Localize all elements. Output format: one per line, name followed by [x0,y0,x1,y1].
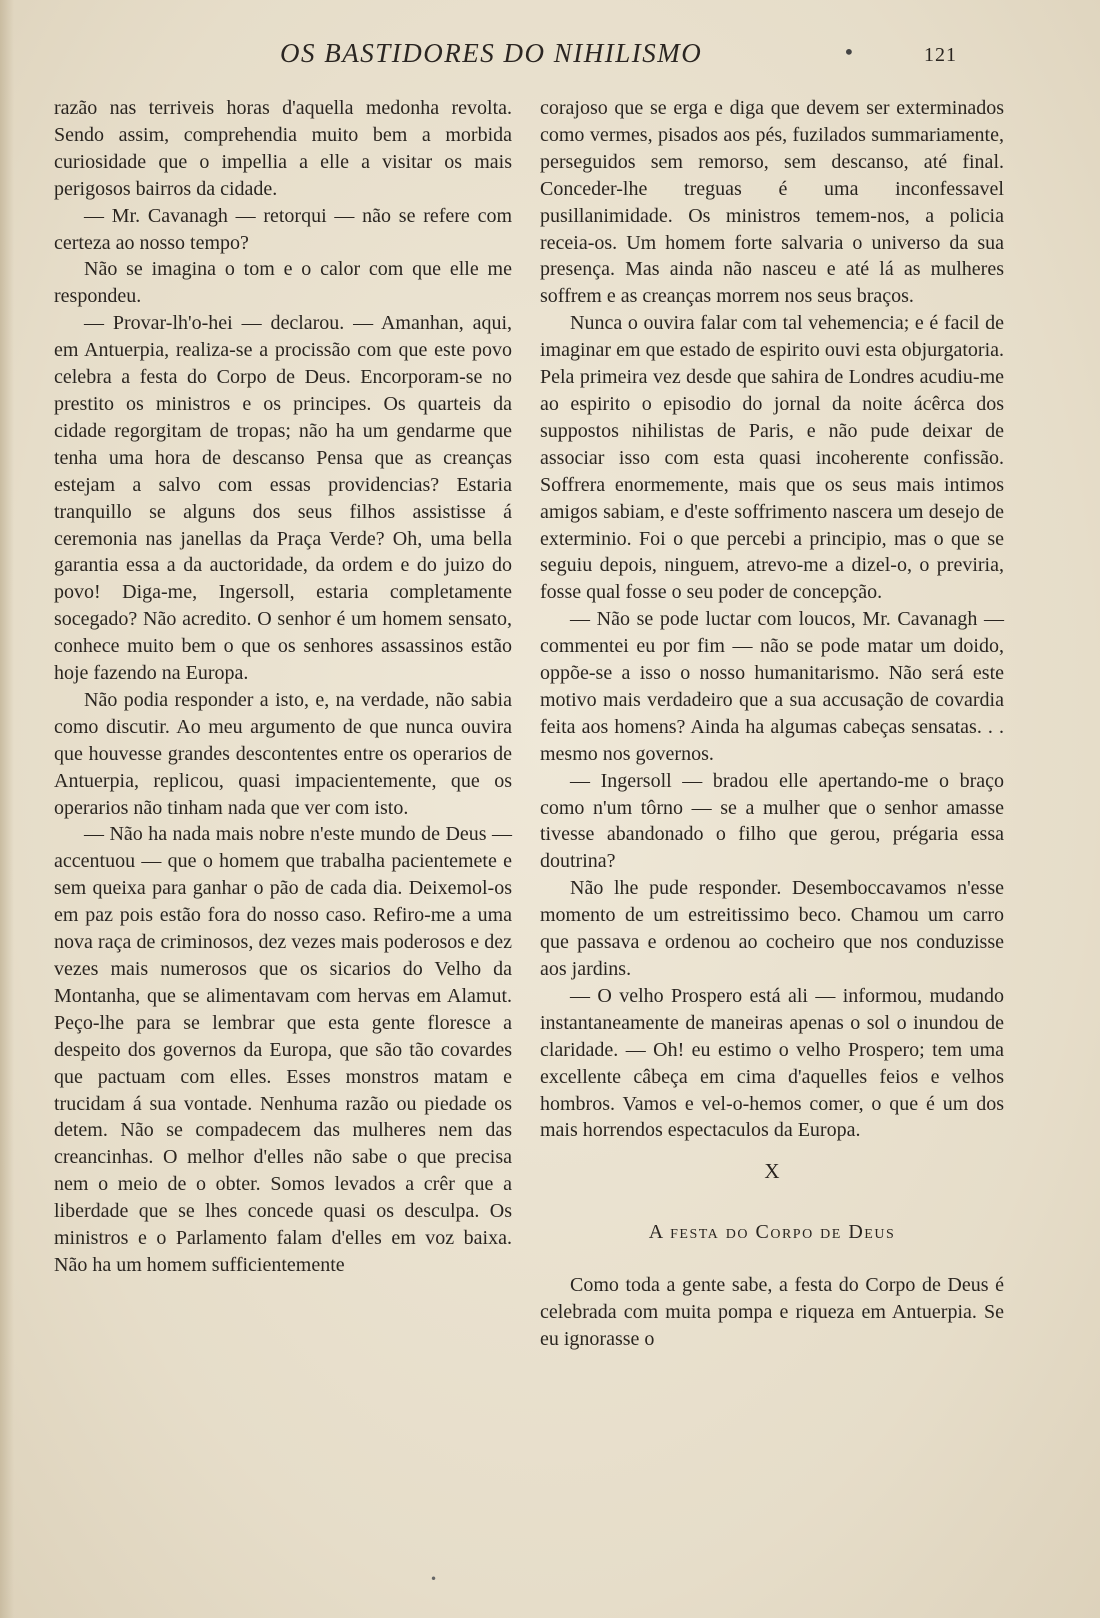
header-dot: • [843,40,855,64]
paragraph: Como toda a gente sabe, a festa do Corpo de Deus é celebrada com muita pompa e riqueza em Antuerpia. Se eu ignorasse o [540,1274,1004,1350]
paragraph: corajoso que se erga e diga que devem ser exterminados como vermes, pisados aos pés, fuzilados summariamente, perseguidos sem remorso, sem descanso, até final. Conceder-lhe treguas é uma inconfessavel pusillanimidade. Os ministros temem-nos, a policia receia-os. Um homem forte salvaria o universo da sua presença. Mas ainda não nasceu e até lá as mulheres soffrem e as creanças morrem nos seus braços. [540,97,1004,308]
page-spine-shadow [0,0,14,1618]
paragraph: razão nas terriveis horas d'aquella medonha revolta. Sendo assim, comprehendia muito bem a morbida curiosidade que o impellia a elle a visitar os mais perigosos bairros da cidade. [54,97,512,200]
paragraph: Não podia responder a isto, e, na verdade, não sabia como discutir. Ao meu argumento de que nunca ouvira que houvesse grandes descontentes entre os operarios de Antuerpia, replicou, quasi impacientemente, que os operarios não tinham nada que ver com isto. [54,688,512,819]
section-title: A festa do Corpo de Deus [648,1221,896,1244]
paragraph: Não se imagina o tom e o calor com que elle me respondeu. [54,258,512,308]
paragraph: Nunca o ouvira falar com tal vehemencia; e é facil de imaginar em que estado de espirito ouvi esta objurgatoria. Pela primeira vez desde que sahira de Londres acudiu-me ao espirito o episodio do jornal da noite ácêrca dos suppostos nihilistas de Paris, e não pude deixar de associar isso com esta quasi incoherente confissão. Soffrera enormemente, mais que os seus mais intimos amigos sabiam, e d'este soffrimento nascera um desejo de exterminio. Foi o que percebi a principio, mas o que se seguiu depois, ninguem, atrevo-me a dizel-o, o previria, fosse qual fosse o seu poder de concepção. [540,312,1004,604]
paragraph: — Ingersoll — bradou elle apertando-me o braço como n'um tôrno — se a mulher que o senhor amasse tivesse abandonado o filho que gerou, prégaria essa doutrina? [540,769,1004,873]
paragraph: — Mr. Cavanagh — retorqui — não se refere com certeza ao nosso tempo? [54,204,512,254]
paragraph: — Não ha nada mais nobre n'este mundo de Deus — accentuou — que o homem que trabalha pacientemete e sem queixa para ganhar o pão de cada dia. Deixemol-os em paz pois estão fora do nosso caso. Refiro-me a uma nova raça de criminosos, dez vezes mais poderosos e dez vezes mais numerosos que os sicarios do Velho da Montanha, que se alimentavam com hervas em Alamut. Peço-lhe para se lembrar que esta gente floresce a despeito dos governos da Europa, que são tão covardes que pactuam com elles. Esses monstros matam e trucidam á sua vontade. Nenhuma razão ou piedade os detem. Não se compadecem das mulheres nem das creancinhas. O melhor d'elles não sabe o que precisa nem o meio de o obter. Somos levados a crêr que a liberdade que se lhes concede quasi os desculpa. Os ministros e o Parlamento falam d'elles em voz baixa. Não ha um homem sufficientemente [54,823,512,1276]
paragraph: — Não se pode luctar com loucos, Mr. Cavanagh — commentei eu por fim — não se pode matar um doido, oppõe-se a isso o nosso humanitarismo. Não será este motivo mais verdadeiro que a sua accusação de covardia feita aos homens? Ainda ha algumas cabeças sensatas. . . mesmo nos governos. [540,608,1004,765]
paragraph: Não lhe pude responder. Desemboccavamos n'esse momento de um estreitissimo beco. Chamou um carro que passava e ordenou ao cocheiro que nos conduzisse aos jardins. [540,877,1004,980]
paragraph: — Provar-lh'o-hei — declarou. — Amanhan, aqui, em Antuerpia, realiza-se a procissão com que este povo celebra a festa do Corpo de Deus. Encorporam-se no prestito os ministros e os principes. Os quarteis da cidade regorgitam de tropas; não ha um gendarme que tenha uma hora de descanso Pensa que as creanças estejam a salvo com essas providencias? Estaria tranquillo se alguns dos seus filhos assistisse á ceremonia nas janellas da Praça Verde? Oh, uma bella garantia essa a da auctoridade, da ordem e do juizo do povo! Diga-me, Ingersoll, estaria completamente socegado? Não acredito. O senhor é um homem sensato, conhece muito bem o que os senhores assassinos estão hoje fazendo na Europa. [54,312,512,685]
right-column [540,95,1004,1353]
left-column [54,95,512,1279]
section-number: X [764,1159,780,1184]
page-number: 121 [924,44,957,66]
paragraph: — O velho Prospero está ali — informou, mudando instantaneamente de maneiras apenas o sol o inundou de claridade. — Oh! eu estimo o velho Prospero; tem uma excellente câbeça em cima d'aquelles feios e velhos hombros. Vamos e vel-o-hemos comer, o que é um dos mais horrendos espectaculos da Europa. [540,984,1004,1142]
running-title: OS BASTIDORES DO NIHILISMO [280,38,703,68]
footer-mark: • [430,1572,438,1586]
